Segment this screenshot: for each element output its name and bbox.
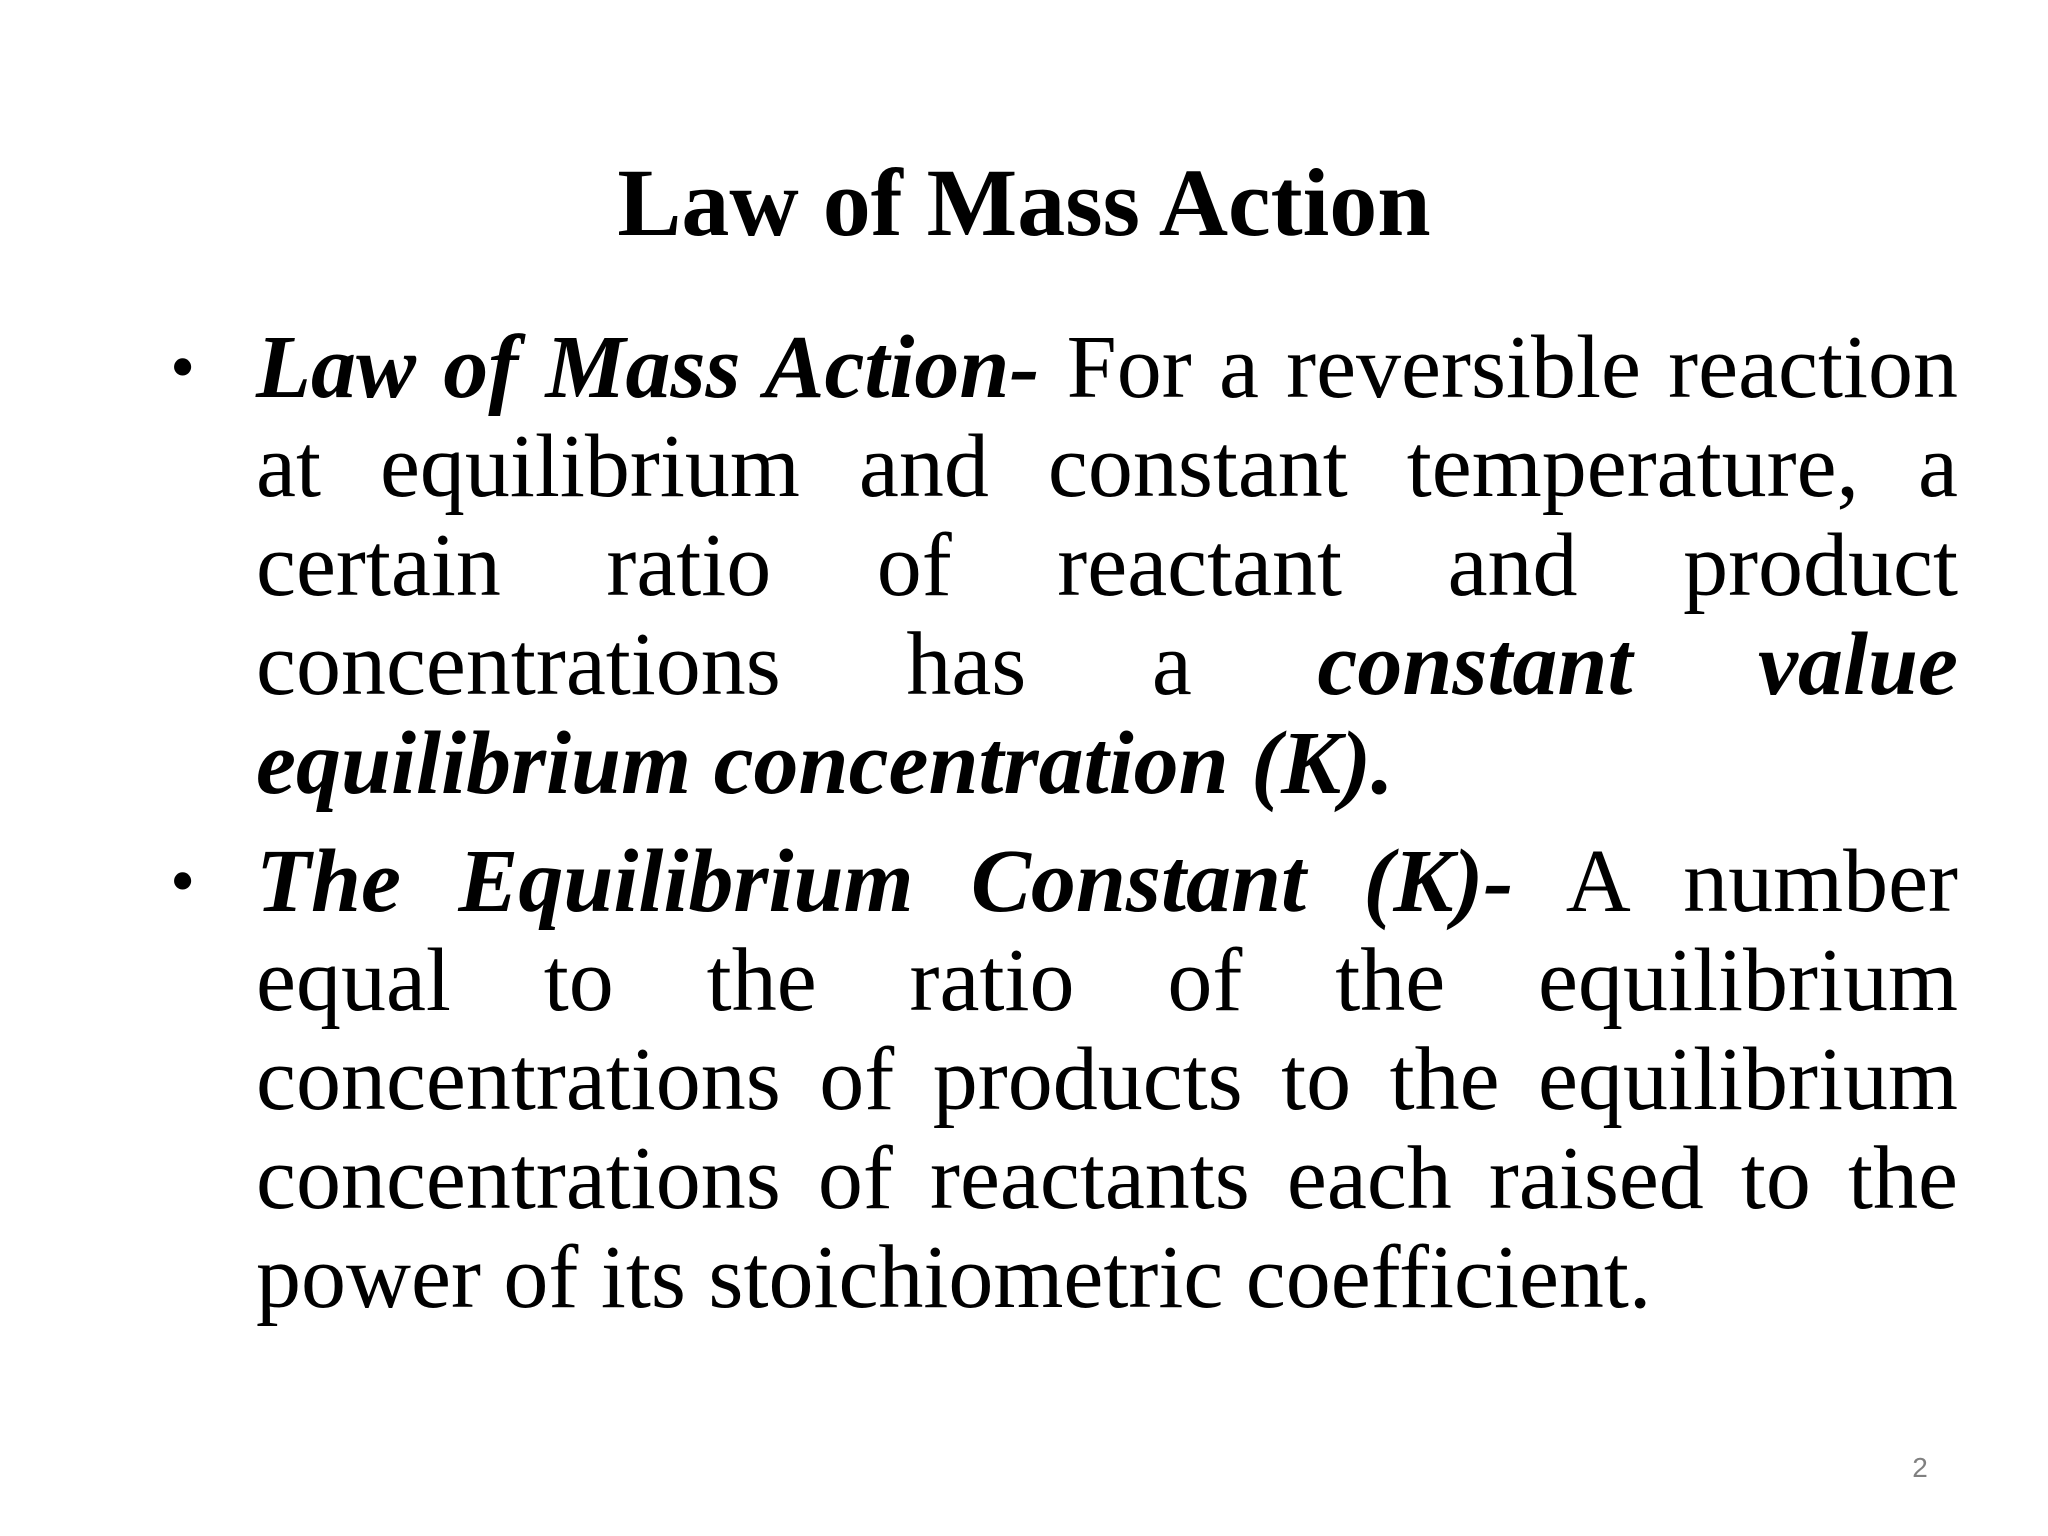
- bullet-law-of-mass-action: [170, 318, 1958, 813]
- bullet-icon: •: [170, 841, 196, 921]
- bullet-term: Law of Mass Action-: [256, 318, 1040, 417]
- bullet-text: For a reversible reaction at equilibrium and constant temperature, a certain ratio of reactant and product concentrations has a: [256, 318, 1958, 714]
- page-number: 2: [1912, 1452, 1928, 1483]
- bullet-icon: •: [170, 327, 196, 407]
- bullet-emphasis: constant value equilibrium concentration (K).: [256, 615, 1958, 813]
- bullet-list: [170, 318, 1958, 1346]
- bullet-equilibrium-constant: [170, 832, 1958, 1327]
- bullet-text: A number equal to the ratio of the equilibrium concentrations of products to the equilibrium concentrations of reactants each raised to the power of its stoichiometric coefficient.: [256, 832, 1958, 1327]
- slide-title: Law of Mass Action: [617, 149, 1431, 256]
- bullet-term: The Equilibrium Constant (K)-: [256, 832, 1514, 931]
